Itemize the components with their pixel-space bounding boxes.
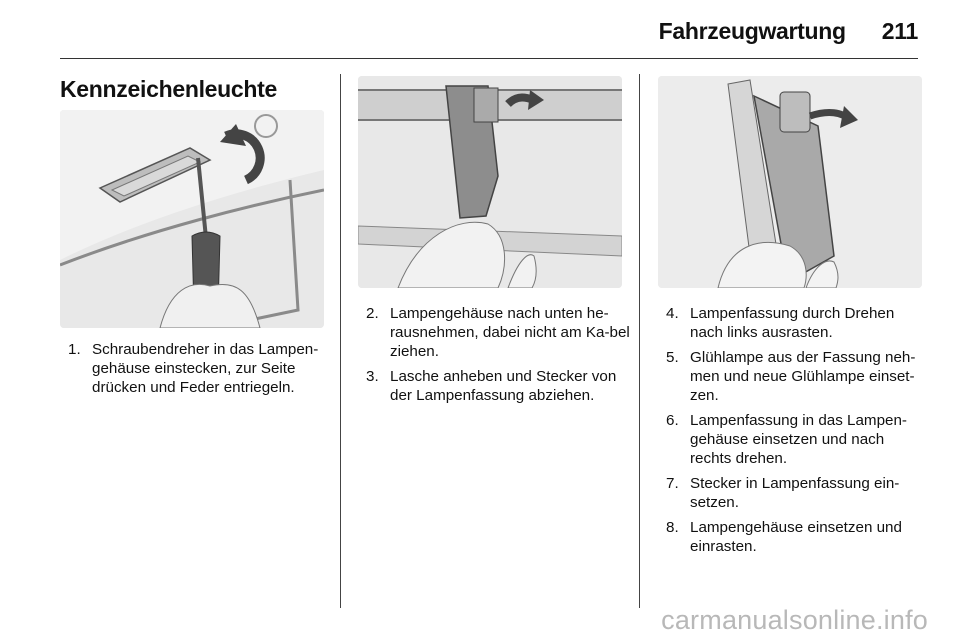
step-number: 2. [366, 305, 379, 322]
step-text: Schraubendreher in das Lampen-gehäuse einstecken, zur Seite drücken und Feder entriegeln. [92, 341, 319, 396]
step-text: Lampenfassung durch Drehen nach links ausrasten. [690, 305, 895, 341]
header-rule [60, 58, 918, 59]
step-item [666, 518, 924, 556]
step-item [666, 474, 924, 512]
column-divider-2 [639, 74, 640, 608]
steps-column-2 [366, 304, 630, 411]
step-number: 6. [666, 412, 679, 429]
step-item [68, 340, 330, 397]
step-text: Lampenfassung in das Lampen-gehäuse einsetzen und nach rechts drehen. [690, 412, 907, 467]
step-item [666, 304, 924, 342]
step-text: Lasche anheben und Stecker von der Lampenfassung abziehen. [390, 368, 617, 404]
column-divider-1 [340, 74, 341, 608]
steps-column-1 [68, 340, 330, 403]
watermark: carmanualsonline.info [661, 605, 928, 635]
step-number: 8. [666, 519, 679, 536]
illustration-bulb-socket [658, 76, 922, 288]
step-item [366, 367, 630, 405]
step-text: Lampengehäuse einsetzen und einrasten. [690, 519, 902, 555]
step-item [666, 411, 924, 468]
page-number: 211 [881, 18, 918, 44]
step-text: Glühlampe aus der Fassung neh-men und neue Glühlampe einset-zen. [690, 349, 916, 404]
step-number: 5. [666, 349, 679, 366]
illustration-screwdriver [60, 110, 324, 328]
section-title: Fahrzeugwartung [658, 18, 846, 44]
step-text: Lampengehäuse nach unten he-rausnehmen, dabei nicht am Ka-bel ziehen. [390, 305, 630, 360]
step-item [366, 304, 630, 361]
step-number: 1. [68, 341, 81, 358]
step-item [666, 348, 924, 405]
step-number: 4. [666, 305, 679, 322]
steps-column-3 [666, 304, 924, 562]
step-number: 3. [366, 368, 379, 385]
running-header [659, 18, 918, 45]
page-title: Kennzeichenleuchte [60, 76, 277, 102]
step-text: Stecker in Lampenfassung ein-setzen. [690, 475, 900, 511]
illustration-lamp-housing [358, 76, 622, 288]
step-number: 7. [666, 475, 679, 492]
